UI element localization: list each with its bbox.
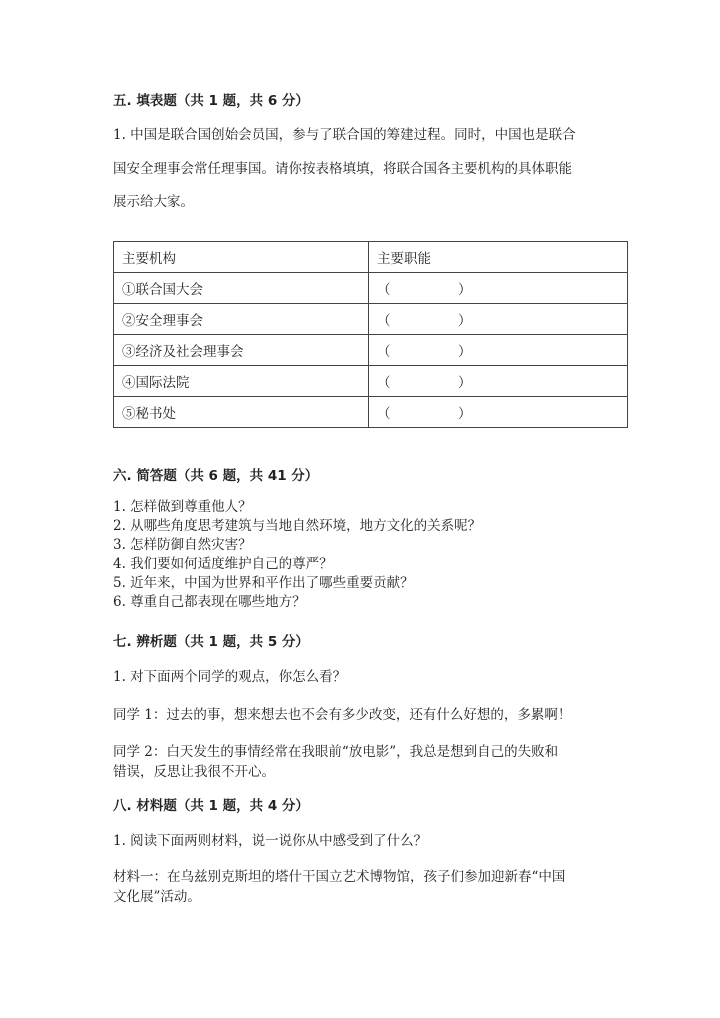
- question: 4. 我们要如何适度维护自己的尊严？: [113, 556, 333, 572]
- s7-student2-line2: 错误，反思让我很不开心。: [113, 764, 275, 780]
- table-row: [114, 366, 628, 397]
- function-blank[interactable]: （ ）: [369, 397, 628, 428]
- organ-cell: ②安全理事会: [114, 304, 369, 335]
- function-blank[interactable]: （ ）: [369, 335, 628, 366]
- function-blank[interactable]: （ ）: [369, 366, 628, 397]
- s8-material1-line1: 材料一：在乌兹别克斯坦的塔什干国立艺术博物馆，孩子们参加迎新春“中国: [113, 869, 566, 885]
- header-cell: 主要机构: [114, 242, 369, 273]
- question: 6. 尊重自己都表现在哪些地方？: [113, 594, 306, 610]
- header-cell: 主要职能: [369, 242, 628, 273]
- s7-student1: 同学 1：过去的事，想来想去也不会有多少改变，还有什么好想的，多累啊！: [113, 707, 572, 723]
- table-row: [114, 304, 628, 335]
- table-row: [114, 335, 628, 366]
- question: 1. 怎样做到尊重他人？: [113, 499, 252, 515]
- s5-q1-line3: 展示给大家。: [113, 194, 194, 210]
- un-organs-table: [113, 241, 628, 428]
- s5-q1-line2: 国安全理事会常任理事国。请你按表格填填，将联合国各主要机构的具体职能: [113, 161, 572, 177]
- s7-student2-line1: 同学 2：白天发生的事情经常在我眼前“放电影”，我总是想到自己的失败和: [113, 744, 559, 760]
- table-row: [114, 397, 628, 428]
- section-6-title: 六. 简答题（共 6 题，共 41 分）: [113, 468, 319, 484]
- s5-q1-line1: 1. 中国是联合国创始会员国，参与了联合国的筹建过程。同时，中国也是联合: [113, 127, 576, 143]
- question: 5. 近年来，中国为世界和平作出了哪些重要贡献？: [113, 575, 414, 591]
- s7-q1: 1. 对下面两个同学的观点，你怎么看？: [113, 669, 347, 685]
- section-5-title: 五. 填表题（共 1 题，共 6 分）: [113, 93, 309, 109]
- organ-cell: ⑤秘书处: [114, 397, 369, 428]
- organ-cell: ③经济及社会理事会: [114, 335, 369, 366]
- section-8-title: 八. 材料题（共 1 题，共 4 分）: [113, 798, 309, 814]
- question: 3. 怎样防御自然灾害？: [113, 537, 252, 553]
- s8-material1-line2: 文化展”活动。: [113, 889, 201, 905]
- question: 2. 从哪些角度思考建筑与当地自然环境，地方文化的关系呢？: [113, 518, 482, 534]
- table-header-row: [114, 242, 628, 273]
- s8-q1: 1. 阅读下面两则材料，说一说你从中感受到了什么？: [113, 833, 428, 849]
- organ-cell: ①联合国大会: [114, 273, 369, 304]
- function-blank[interactable]: （ ）: [369, 273, 628, 304]
- section-7-title: 七. 辨析题（共 1 题，共 5 分）: [113, 634, 309, 650]
- table-row: [114, 273, 628, 304]
- s6-question-list: [113, 498, 481, 612]
- function-blank[interactable]: （ ）: [369, 304, 628, 335]
- organ-cell: ④国际法院: [114, 366, 369, 397]
